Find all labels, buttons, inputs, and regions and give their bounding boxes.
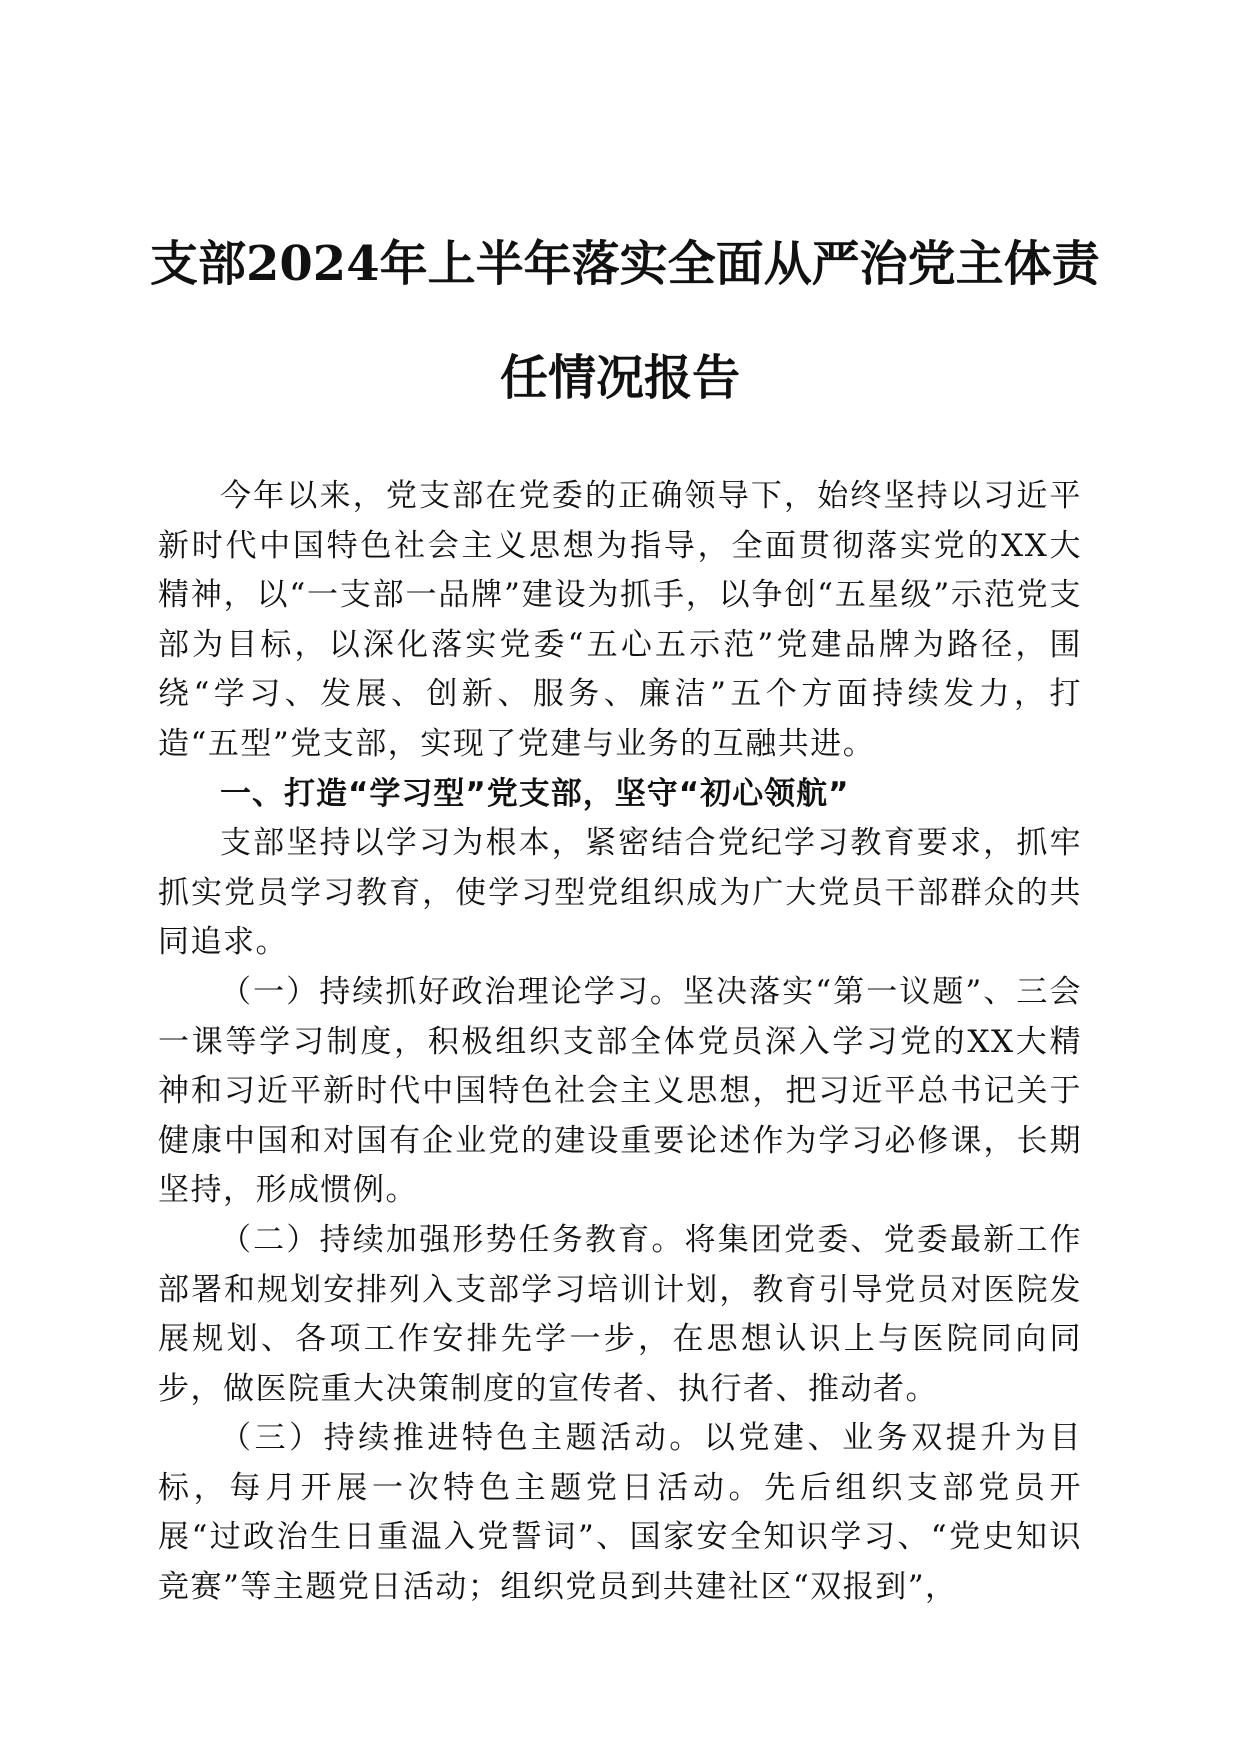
document-title-line-2: 任情况报告	[499, 350, 740, 406]
item-1-paragraph: （一）持续抓好政治理论学习。坚决落实“第一议题”、三会一课等学习制度，积极组织支部全体党员深入学习党的XX大精神和习近平新时代中国特色社会主义思想，把习近平总书记关于健康中国和对国有企业党的建设重要论述作为学习必修课，长期坚持，形成惯例。	[158, 973, 1082, 1209]
section-1-intro-paragraph: 支部坚持以学习为根本，紧密结合党纪学习教育要求，抓牢抓实党员学习教育，使学习型党组织成为广大党员干部群众的共同追求。	[158, 825, 1082, 961]
intro-paragraph: 今年以来，党支部在党委的正确领导下，始终坚持以习近平新时代中国特色社会主义思想为指导，全面贯彻落实党的XX大精神，以“一支部一品牌”建设为抓手，以争创“五星级”示范党支部为目标，以深化落实党委“五心五示范”党建品牌为路径，围绕“学习、发展、创新、服务、廉洁”五个方面持续发力，打造“五型”党支部，实现了党建与业务的互融共进。	[158, 478, 1082, 762]
section-1-heading: 一、打造“学习型”党支部，坚守“初心领航”	[220, 775, 850, 812]
document-title-line-1: 支部2024年上半年落实全面从严治党主体责	[150, 236, 1100, 292]
item-3-paragraph: （三）持续推进特色主题活动。以党建、业务双提升为目标，每月开展一次特色主题党日活动。先后组织支部党员开展“过政治生日重温入党誓词”、国家安全知识学习、“党史知识竞赛”等主题党日活动；组织党员到共建社区“双报到”，	[158, 1420, 1082, 1606]
item-2-paragraph: （二）持续加强形势任务教育。将集团党委、党委最新工作部署和规划安排列入支部学习培训计划，教育引导党员对医院发展规划、各项工作安排先学一步，在思想认识上与医院同向同步，做医院重大决策制度的宣传者、执行者、推动者。	[158, 1221, 1082, 1407]
document-body	[158, 472, 1082, 1613]
